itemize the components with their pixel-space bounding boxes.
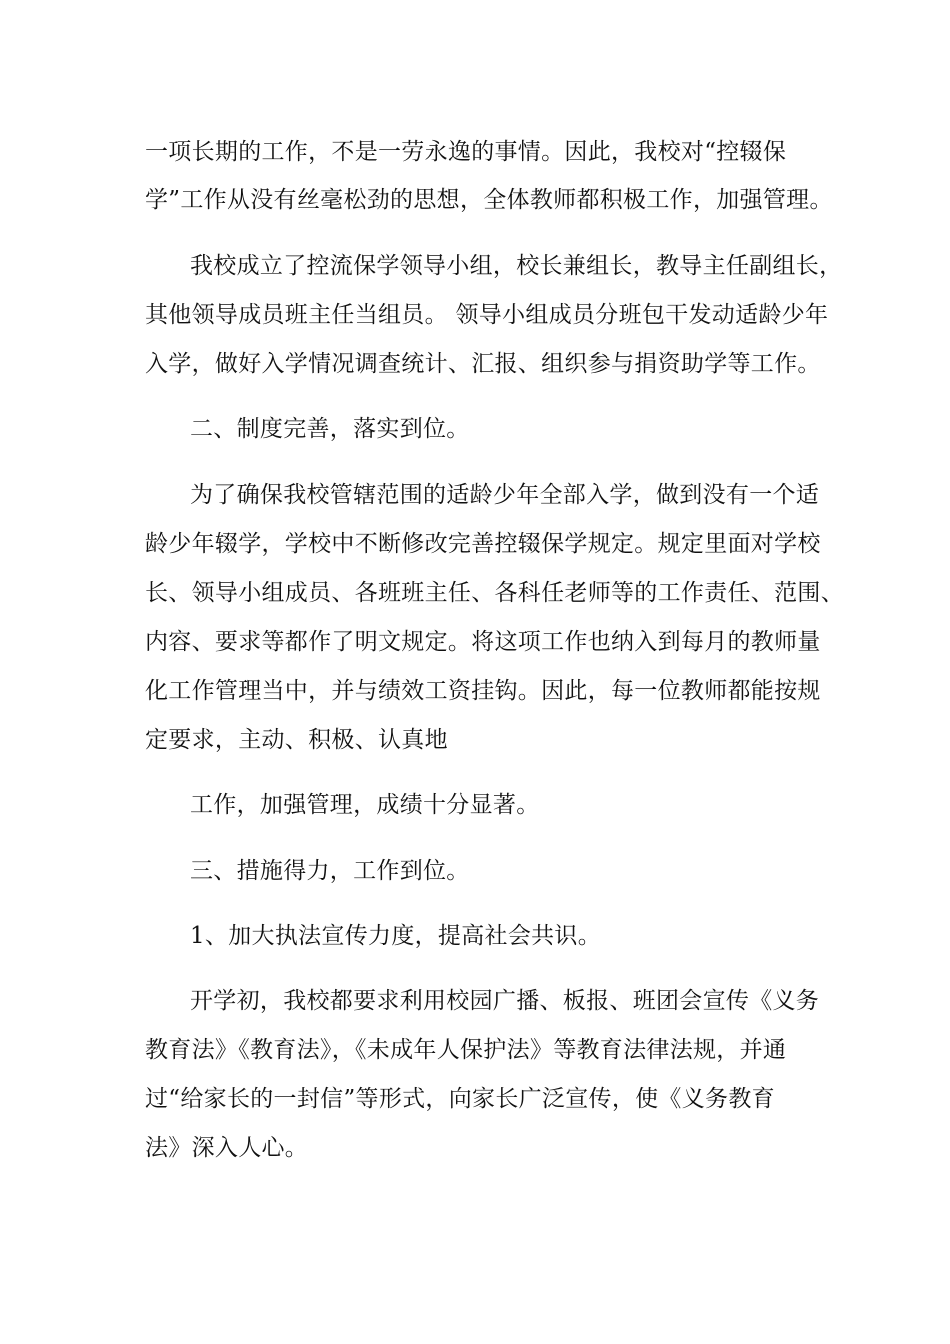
paragraph-first-line: 我校成立了控流保学领导小组，校长兼组长，教导主任副组长， [190, 253, 843, 279]
section-heading: 三、措施得力，工作到位。 [190, 858, 470, 884]
paragraph-first-line: 为了确保我校管辖范围的适龄少年全部入学，做到没有一个适 [190, 482, 820, 508]
text-line: 化工作管理当中，并与绩效工资挂钩。因此，每一位教师都能按规 [145, 678, 821, 704]
text-line: 定要求，主动、积极、认真地 [145, 727, 448, 753]
text-line: 其他领导成员班主任当组员。 领导小组成员分班包干发动适龄少年 [145, 302, 829, 328]
text-line: 内容、要求等都作了明文规定。将这项工作也纳入到每月的教师量 [145, 629, 821, 655]
text-line: 一项长期的工作，不是一劳永逸的事情。因此，我校对“控辍保 [145, 139, 787, 165]
text-line: 长、领导小组成员、各班班主任、各科任老师等的工作责任、范围、 [145, 580, 844, 606]
text-line: 教育法》《教育法》，《未成年人保护法》等教育法律法规，并通 [145, 1037, 787, 1063]
section-heading: 二、制度完善，落实到位。 [190, 416, 470, 442]
text-line: 法》深入人心。 [145, 1135, 309, 1161]
text-line: 入学，做好入学情况调查统计、汇报、组织参与捐资助学等工作。 [145, 351, 821, 377]
text-line: 学”工作从没有丝毫松劲的思想，全体教师都积极工作，加强管理。 [145, 187, 833, 213]
paragraph-first-line: 开学初，我校都要求利用校园广播、板报、班团会宣传《义务 [190, 988, 820, 1014]
paragraph-first-line: 工作，加强管理，成绩十分显著。 [190, 792, 540, 818]
subsection-heading: 1、加大执法宣传力度，提高社会共识。 [190, 923, 602, 949]
text-line: 龄少年辍学，学校中不断修改完善控辍保学规定。规定里面对学校 [145, 531, 821, 557]
text-line: 过“给家长的一封信”等形式，向家长广泛宣传，使《义务教育 [145, 1086, 775, 1112]
